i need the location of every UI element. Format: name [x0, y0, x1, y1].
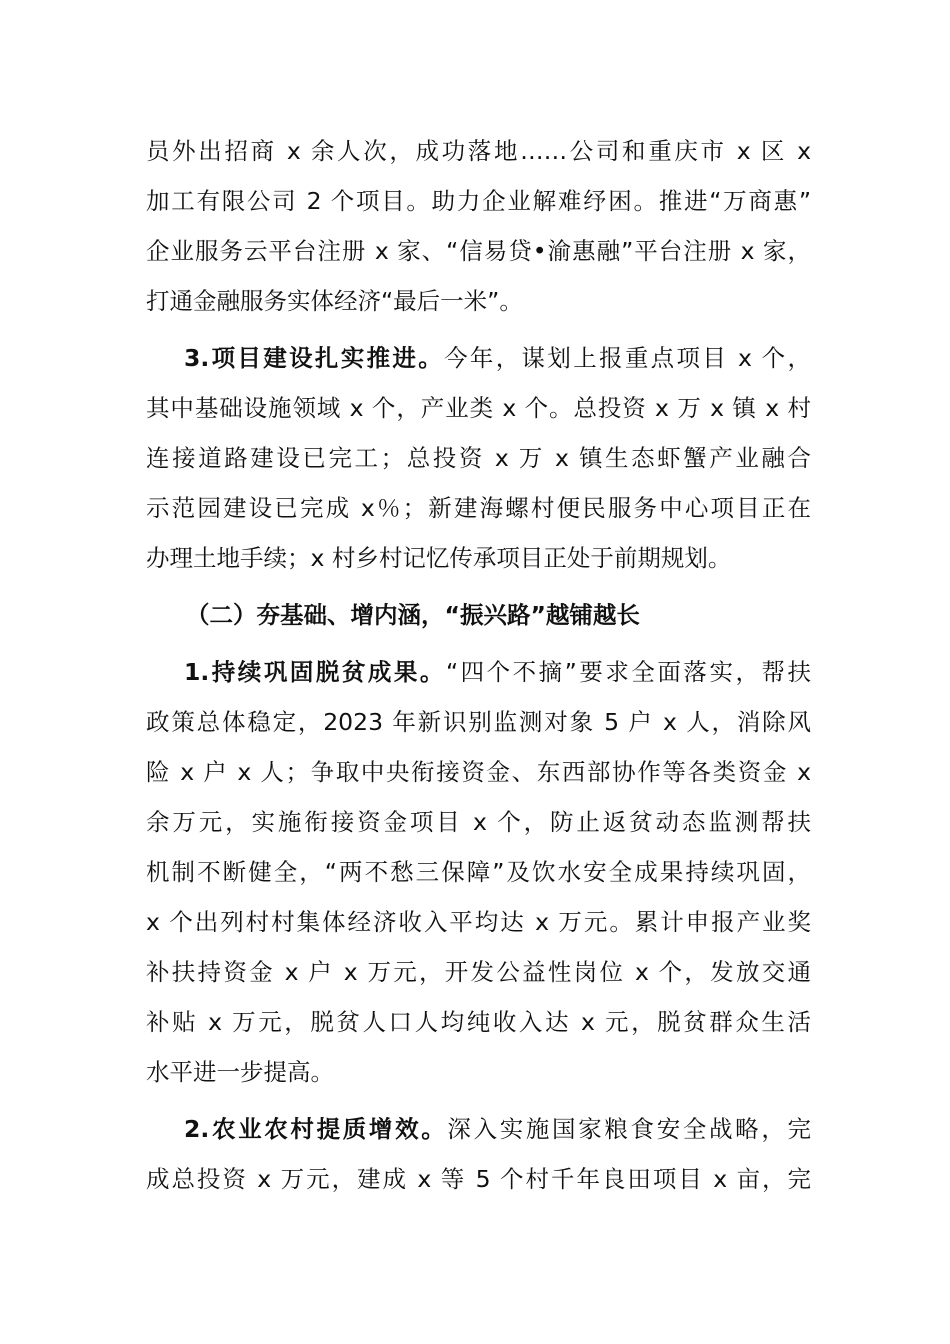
text-line: 余万元，实施衔接资金项目 x 个，防止返贫动态监测帮扶 — [146, 808, 811, 836]
paragraph-investment — [146, 126, 811, 326]
paragraph-text: 深入实施国家粮食安全战略，完 — [447, 1115, 812, 1143]
text-line: 加工有限公司 2 个项目。助力企业解难纾困。推进“万商惠” — [146, 187, 811, 215]
paragraph-first-line — [146, 333, 811, 383]
paragraph-title: 3.项目建设扎实推进。 — [184, 344, 445, 372]
paragraph-poverty-alleviation — [146, 647, 811, 1097]
paragraph-first-line — [146, 1104, 811, 1154]
text-line: 员外出招商 x 余人次，成功落地……公司和重庆市 x 区 x — [146, 137, 811, 165]
section-heading: （二）夯基础、增内涵，“振兴路”越铺越长 — [186, 601, 640, 629]
text-line: 险 x 户 x 人；争取中央衔接资金、东西部协作等各类资金 x — [146, 758, 811, 786]
paragraph-text: “四个不摘”要求全面落实，帮扶 — [445, 658, 811, 686]
text-line: 水平进一步提高。 — [146, 1058, 334, 1086]
paragraph-first-line — [146, 647, 811, 697]
text-line: 办理土地手续；x 村乡村记忆传承项目正处于前期规划。 — [146, 544, 732, 572]
text-line: 补扶持资金 x 户 x 万元，开发公益性岗位 x 个，发放交通 — [146, 958, 811, 986]
text-line: 企业服务云平台注册 x 家、“信易贷•渝惠融”平台注册 x 家， — [146, 237, 811, 265]
paragraph-text: 今年，谋划上报重点项目 x 个， — [444, 344, 811, 372]
text-line: 示范园建设已完成 x％；新建海螺村便民服务中心项目正在 — [146, 494, 811, 522]
text-line: 机制不断健全，“两不愁三保障”及饮水安全成果持续巩固， — [146, 858, 811, 886]
text-line: 连接道路建设已完工；总投资 x 万 x 镇生态虾蟹产业融合 — [146, 444, 811, 472]
text-line: 成总投资 x 万元，建成 x 等 5 个村千年良田项目 x 亩，完 — [146, 1165, 811, 1193]
paragraph-title: 2.农业农村提质增效。 — [184, 1115, 448, 1143]
text-line: 政策总体稳定，2023 年新识别监测对象 5 户 x 人，消除风 — [146, 708, 811, 736]
text-line: 其中基础设施领域 x 个，产业类 x 个。总投资 x 万 x 镇 x 村 — [146, 394, 811, 422]
text-line: 补贴 x 万元，脱贫人口人均纯收入达 x 元，脱贫群众生活 — [146, 1008, 811, 1036]
text-line: 打通金融服务实体经济“最后一米”。 — [146, 287, 523, 315]
text-line: x 个出列村村集体经济收入平均达 x 万元。累计申报产业奖 — [146, 908, 811, 936]
paragraph-project-construction — [146, 333, 811, 583]
paragraph-agriculture — [146, 1104, 811, 1204]
paragraph-title: 1.持续巩固脱贫成果。 — [184, 658, 446, 686]
